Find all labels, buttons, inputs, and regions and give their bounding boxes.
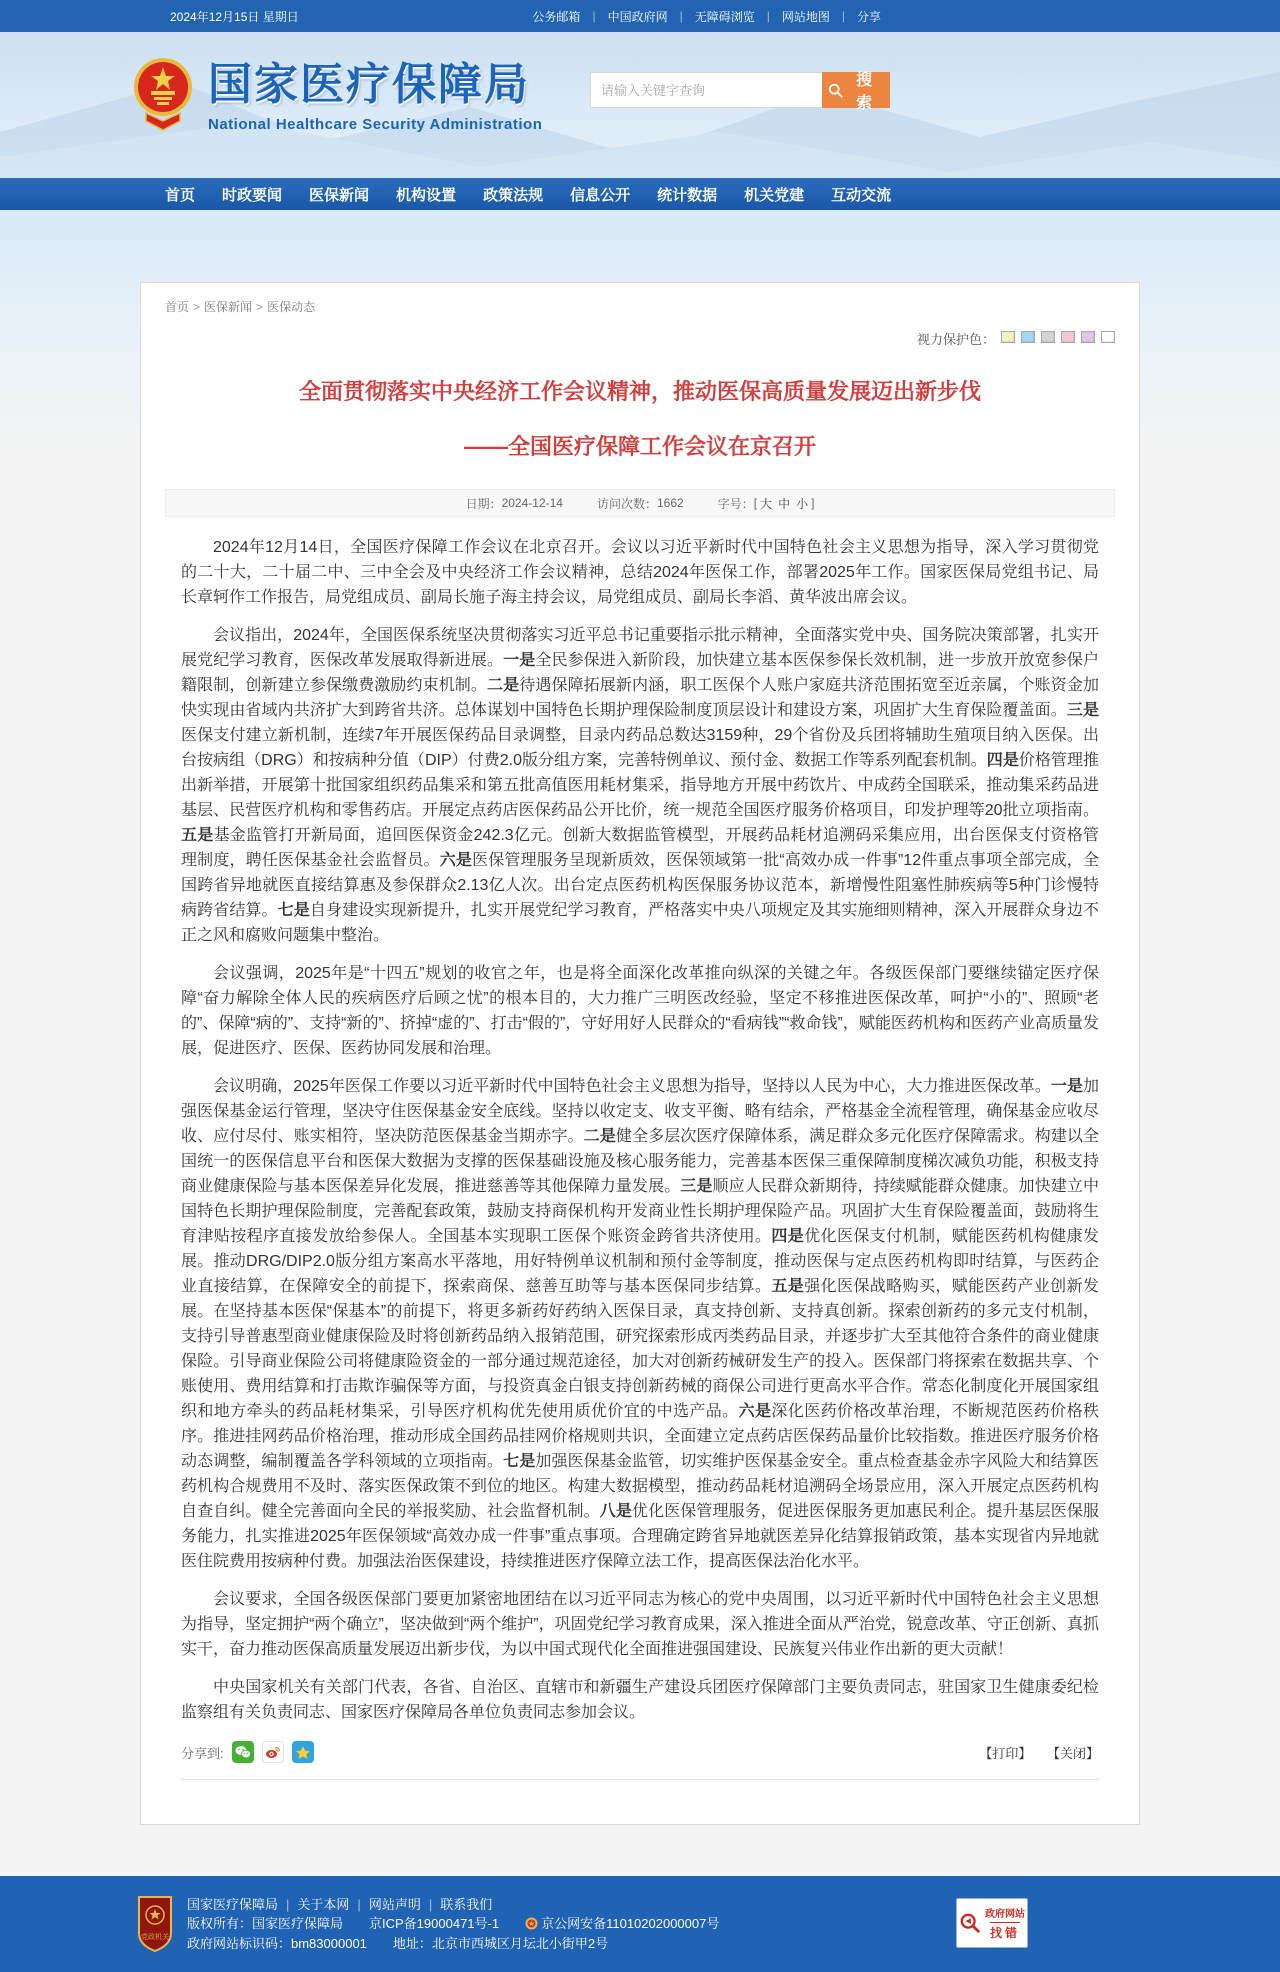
font-size-大[interactable]: 大 (760, 496, 773, 511)
main-nav (0, 178, 1280, 210)
search-input[interactable] (590, 72, 822, 108)
nav-item-7[interactable]: 机关党建 (744, 186, 805, 204)
nav-item-0[interactable]: 首页 (165, 186, 196, 204)
site-title: 国家医疗保障局 (208, 60, 530, 109)
footer-links (187, 1895, 719, 1915)
nav-item-1[interactable]: 时政要闻 (222, 186, 283, 204)
footer-link-2[interactable]: 网站声明 (368, 1896, 421, 1912)
nav-item-5[interactable]: 信息公开 (570, 186, 631, 204)
site-code-text: 政府网站标识码：bm83000001 (187, 1935, 367, 1951)
gov-site-error-report-button[interactable] (956, 1898, 1028, 1948)
police-badge-icon (525, 1917, 538, 1930)
close-button[interactable]: 【关闭】 (1046, 1745, 1099, 1761)
icp-link[interactable]: 京ICP备19000471号-1 (369, 1916, 500, 1932)
article-body (181, 535, 1099, 1725)
error-box-line1: 政府网站 (985, 1909, 1025, 1921)
topbar-link-0[interactable]: 公务邮箱 (532, 9, 581, 24)
search-button[interactable] (822, 72, 890, 112)
breadcrumb-item-2: 医保动态 (267, 300, 316, 314)
eye-protect-row (165, 329, 1115, 348)
site-subtitle-en: National Healthcare Security Administration (208, 116, 543, 133)
eye-protect-label: 视力保护色： (916, 332, 995, 347)
share-label: 分享到: (181, 1745, 224, 1761)
meta-visits-label: 访问次数： (596, 496, 657, 511)
eye-protect-swatch-2[interactable] (1041, 331, 1055, 343)
wechat-share-icon[interactable] (232, 1741, 254, 1763)
party-gov-badge (137, 1895, 173, 1953)
topbar-links (520, 8, 893, 25)
bottom-divider (181, 1779, 1099, 1780)
breadcrumb-item-0[interactable]: 首页 (165, 300, 190, 314)
article-paragraph: 中央国家机关有关部门代表，各省、自治区、直辖市和新疆生产建设兵团医疗保障部门主要负责同志，驻国家卫生健康委纪检监察组有关负责同志、国家医疗保障局各单位负责同志参加会议。 (181, 1679, 1099, 1722)
separator: | (679, 9, 683, 23)
meta-date-value: 2024-12-14 (501, 496, 563, 511)
article-meta-bar (165, 489, 1115, 517)
separator: | (428, 1896, 433, 1912)
article-title-line2: ——全国医疗保障工作会议在京召开 (463, 433, 816, 459)
breadcrumb-separator: > (193, 300, 201, 314)
bracket-close: ] (811, 496, 815, 511)
footer-address-line (187, 1934, 719, 1954)
nav-item-6[interactable]: 统计数据 (657, 186, 718, 204)
site-header (0, 32, 1280, 178)
meta-date-label: 日期： (465, 496, 502, 511)
national-emblem-logo (132, 51, 194, 131)
print-button[interactable]: 【打印】 (979, 1745, 1032, 1761)
eye-protect-swatches (995, 331, 1115, 346)
breadcrumb-item-1[interactable]: 医保新闻 (204, 300, 253, 314)
search-box (590, 72, 890, 112)
topbar-link-2[interactable]: 无障碍浏览 (694, 9, 755, 24)
article-paragraph: 会议指出，2024年，全国医保系统坚决贯彻落实习近平总书记重要指示批示精神，全面落实党中央、国务院决策部署，扎实开展党纪学习教育，医保改革发展取得新进展。一是全民参保进入新阶段，加快建立基本医保参保长效机制，进一步放开放宽参保户籍限制，创新建立参保缴费激励约束机制。二是待遇保障拓展新内涵，职工医保个人账户家庭共济范围拓宽至近亲属，个账资金加快实现由省域内共济扩大到跨省共济。总体谋划中国特色长期护理保险制度顶层设计和建设方案，巩固扩大生育保险覆盖面。三是医保支付建立新机制，连续7年开展医保药品目录调整，目录内药品总数达3159种，29个省份及兵团将辅助生殖项目纳入医保。出台按病组（DRG）和按病种分值（DIP）付费2.0版分组方案，完善特例单议、预付金、数据工作等系列配套机制。四是价格管理推出新举措，开展第十批国家组织药品集采和第五批高值医用耗材集采，指导地方开展中药饮片、中成药全国联采，推动集采药品进基层、民营医疗机构和零售药店。开展定点药店医保药品公开比价，统一规范全国医疗服务价格项目，印发护理等20批立项指南。五是基金监管打开新局面，追回医保资金242.3亿元。创新大数据监管模型，开展药品耗材追溯码采集应用，出台医保支付资格管理制度，聘任医保基金社会监督员。六是医保管理服务呈现新质效，医保领域第一批“高效办成一件事”12件重点事项全部完成，全国跨省异地就医直接结算惠及参保群众2.13亿人次。出台定点医药机构医保服务协议范本，新增慢性阻塞性肺疾病等5种门诊慢特病跨省结算。七是自身建设实现新提升，扎实开展党纪学习教育，严格落实中央八项规定及其实施细则精神，深入开展群众身边不正之风和腐败问题集中整治。 (181, 627, 1099, 945)
article-paragraph: 2024年12月14日，全国医疗保障工作会议在北京召开。会议以习近平新时代中国特色社会主义思想为指导，深入学习贯彻党的二十大，二十届二中、三中全会及中央经济工作会议精神，总结2024年医保工作，部署2025年工作。国家医保局党组书记、局长章轲作工作报告，局党组成员、副局长施子海主持会议，局党组成员、副局长李滔、黄华波出席会议。 (181, 539, 1099, 607)
topbar-link-4[interactable]: 分享 (856, 9, 881, 24)
eye-protect-swatch-1[interactable] (1021, 331, 1035, 343)
nav-item-4[interactable]: 政策法规 (483, 186, 544, 204)
current-date: 2024年12月15日 星期日 (170, 9, 299, 24)
content-panel (140, 282, 1140, 1825)
eye-protect-swatch-3[interactable] (1061, 331, 1075, 343)
footer-link-0[interactable]: 国家医疗保障局 (187, 1896, 279, 1912)
breadcrumb-separator: > (256, 300, 264, 314)
bracket-open: [ (753, 496, 758, 511)
article-actions (967, 1743, 1099, 1762)
font-size-中[interactable]: 中 (778, 496, 791, 511)
eye-protect-swatch-5[interactable] (1101, 331, 1115, 343)
article-title-line1: 全面贯彻落实中央经济工作会议精神，推动医保高质量发展迈出新步伐 (298, 379, 981, 404)
badge-text: 党政机关 (141, 1934, 169, 1942)
weibo-share-icon[interactable] (262, 1741, 284, 1763)
separator: | (841, 9, 845, 23)
error-box-line2: 找错 (990, 1922, 1020, 1941)
eye-protect-swatch-0[interactable] (1001, 331, 1015, 343)
separator: | (592, 9, 596, 23)
meta-visits-value: 1662 (656, 496, 684, 511)
error-report-magnifier-icon (959, 1911, 981, 1935)
top-bar (0, 0, 1280, 32)
nav-item-3[interactable]: 机构设置 (396, 186, 457, 204)
article-paragraph: 会议要求，全国各级医保部门要更加紧密地团结在以习近平同志为核心的党中央周围，以习近平新时代中国特色社会主义思想为指导，坚定拥护“两个确立”，坚决做到“两个维护”，巩固党纪学习教育成果，深入推进全面从严治党，锐意改革、守正创新、真抓实干，奋力推动医保高质量发展迈出新步伐，为以中国式现代化全面推进强国建设、民族复兴伟业作出新的更大贡献！ (181, 1591, 1099, 1659)
separator: | (357, 1896, 361, 1912)
copyright-text: 版权所有：国家医疗保障局 (187, 1916, 344, 1932)
article-paragraph: 会议明确，2025年医保工作要以习近平新时代中国特色社会主义思想为指导，坚持以人民为中心，大力推进医保改革。一是加强医保基金运行管理，坚决守住医保基金安全底线。坚持以收定支、收支平衡、略有结余，严格基金全流程管理，确保基金应收尽收、应付尽付、账实相符，坚决防范医保基金当期赤字。二是健全多层次医疗保障体系，满足群众多元化医疗保障需求。构建以全国统一的医保信息平台和医保大数据为支撑的医保基础设施及核心服务能力，完善基本医保三重保障制度梯次减负功能，积极支持商业健康保险与基本医保差异化发展，推进慈善等其他保障力量发展。三是顺应人民群众新期待，持续赋能群众健康。加快建立中国特色长期护理保险制度，完善配套政策，鼓励支持商保机构开发商业性长期护理保险产品。巩固扩大生育保险覆盖面，鼓励将生育津贴按程序直接发放给参保人。全国基本实现职工医保个账资金跨省共济使用。四是优化医保支付机制，赋能医药机构健康发展。推动DRG/DIP2.0版分组方案高水平落地，用好特例单议机制和预付金等制度，推动医保与定点医药机构即时结算，与医药企业直接结算，在保障安全的前提下，探索商保、慈善互助等与基本医保同步结算。五是强化医保战略购买，赋能医药产业创新发展。在坚持基本医保“保基本”的前提下，将更多新药好药纳入医保目录，真支持创新、支持真创新。探索创新药的多元支付机制，支持引导普惠型商业健康保险及时将创新药品纳入报销范围，研究探索形成丙类药品目录，并逐步扩大至其他符合条件的商业健康保险。引导商业保险公司将健康险资金的一部分通过规范途径，加大对创新药械研发生产的投入。医保部门将探索在数据共享、个账使用、费用结算和打击欺诈骗保等方面，与投资真金白银支持创新药械的商保公司进行更高水平合作。常态化制度化开展国家组织和地方牵头的药品耗材集采，引导医疗机构优先使用质优价宜的中选产品。六是深化医药价格改革治理，不断规范医药价格秩序。推进挂网药品价格治理，推动形成全国药品挂网价格规则共识，全面建立定点药店医保药品量价比较指数。推进医疗服务价格动态调整，编制覆盖各学科领域的立项指南。七是加强医保基金监管，切实维护医保基金安全。重点检查基金赤字风险大和结算医药机构合规费用不及时、落实医保政策不到位的地区。构建大数据模型，推动药品耗材追溯码全场景应用，深入开展定点医药机构自查自纠。健全完善面向全民的举报奖励、社会监督机制。八是优化医保管理服务，促进医保服务更加惠民利企。提升基层医保服务能力，扎实推进2025年医保领域“高效办成一件事”重点事项。合理确定跨省异地就医差异化结算报销政策，基本实现省内异地就医住院费用按病种付费。加强法治医保建设，持续推进医疗保障立法工作，提高医保法治化水平。 (181, 1078, 1099, 1571)
footer-link-3[interactable]: 联系我们 (440, 1896, 493, 1912)
meta-fontsize-label: 字号： (717, 496, 754, 511)
police-record-link[interactable]: 京公网安备11010202000007号 (541, 1916, 720, 1932)
separator: | (766, 9, 770, 23)
breadcrumb (165, 283, 1115, 315)
address-text: 地址：北京市西城区月坛北小街甲2号 (392, 1935, 609, 1951)
separator: | (286, 1896, 290, 1912)
search-button-label: 搜 索 (856, 72, 875, 112)
share-row (181, 1741, 1099, 1763)
search-icon (828, 82, 843, 99)
font-size-小[interactable]: 小 (796, 496, 809, 511)
footer-link-1[interactable]: 关于本网 (297, 1896, 350, 1912)
topbar-link-3[interactable]: 网站地图 (781, 9, 830, 24)
site-footer (0, 1876, 1280, 1972)
article-paragraph: 会议强调，2025年是“十四五”规划的收官之年，也是将全面深化改革推向纵深的关键之年。各级医保部门要继续锚定医疗保障“奋力解除全体人民的疾病医疗后顾之忧”的根本目的，大力推广三明医改经验，坚定不移推进医保改革，呵护“小的”、照顾“老的”、保障“病的”、支持“新的”、挤掉“虚的”、打击“假的”，守好用好人民群众的“看病钱”“救命钱”，赋能医药机构和医药产业高质量发展，促进医疗、医保、医药协同发展和治理。 (181, 965, 1099, 1058)
footer-copyright-line (187, 1914, 719, 1934)
site-logo[interactable] (132, 48, 542, 133)
eye-protect-swatch-4[interactable] (1081, 331, 1095, 343)
qzone-share-icon[interactable] (292, 1741, 314, 1763)
topbar-link-1[interactable]: 中国政府网 (607, 9, 668, 24)
content-background (0, 210, 1280, 1876)
nav-item-2[interactable]: 医保新闻 (309, 186, 370, 204)
nav-item-8[interactable]: 互动交流 (831, 186, 892, 204)
